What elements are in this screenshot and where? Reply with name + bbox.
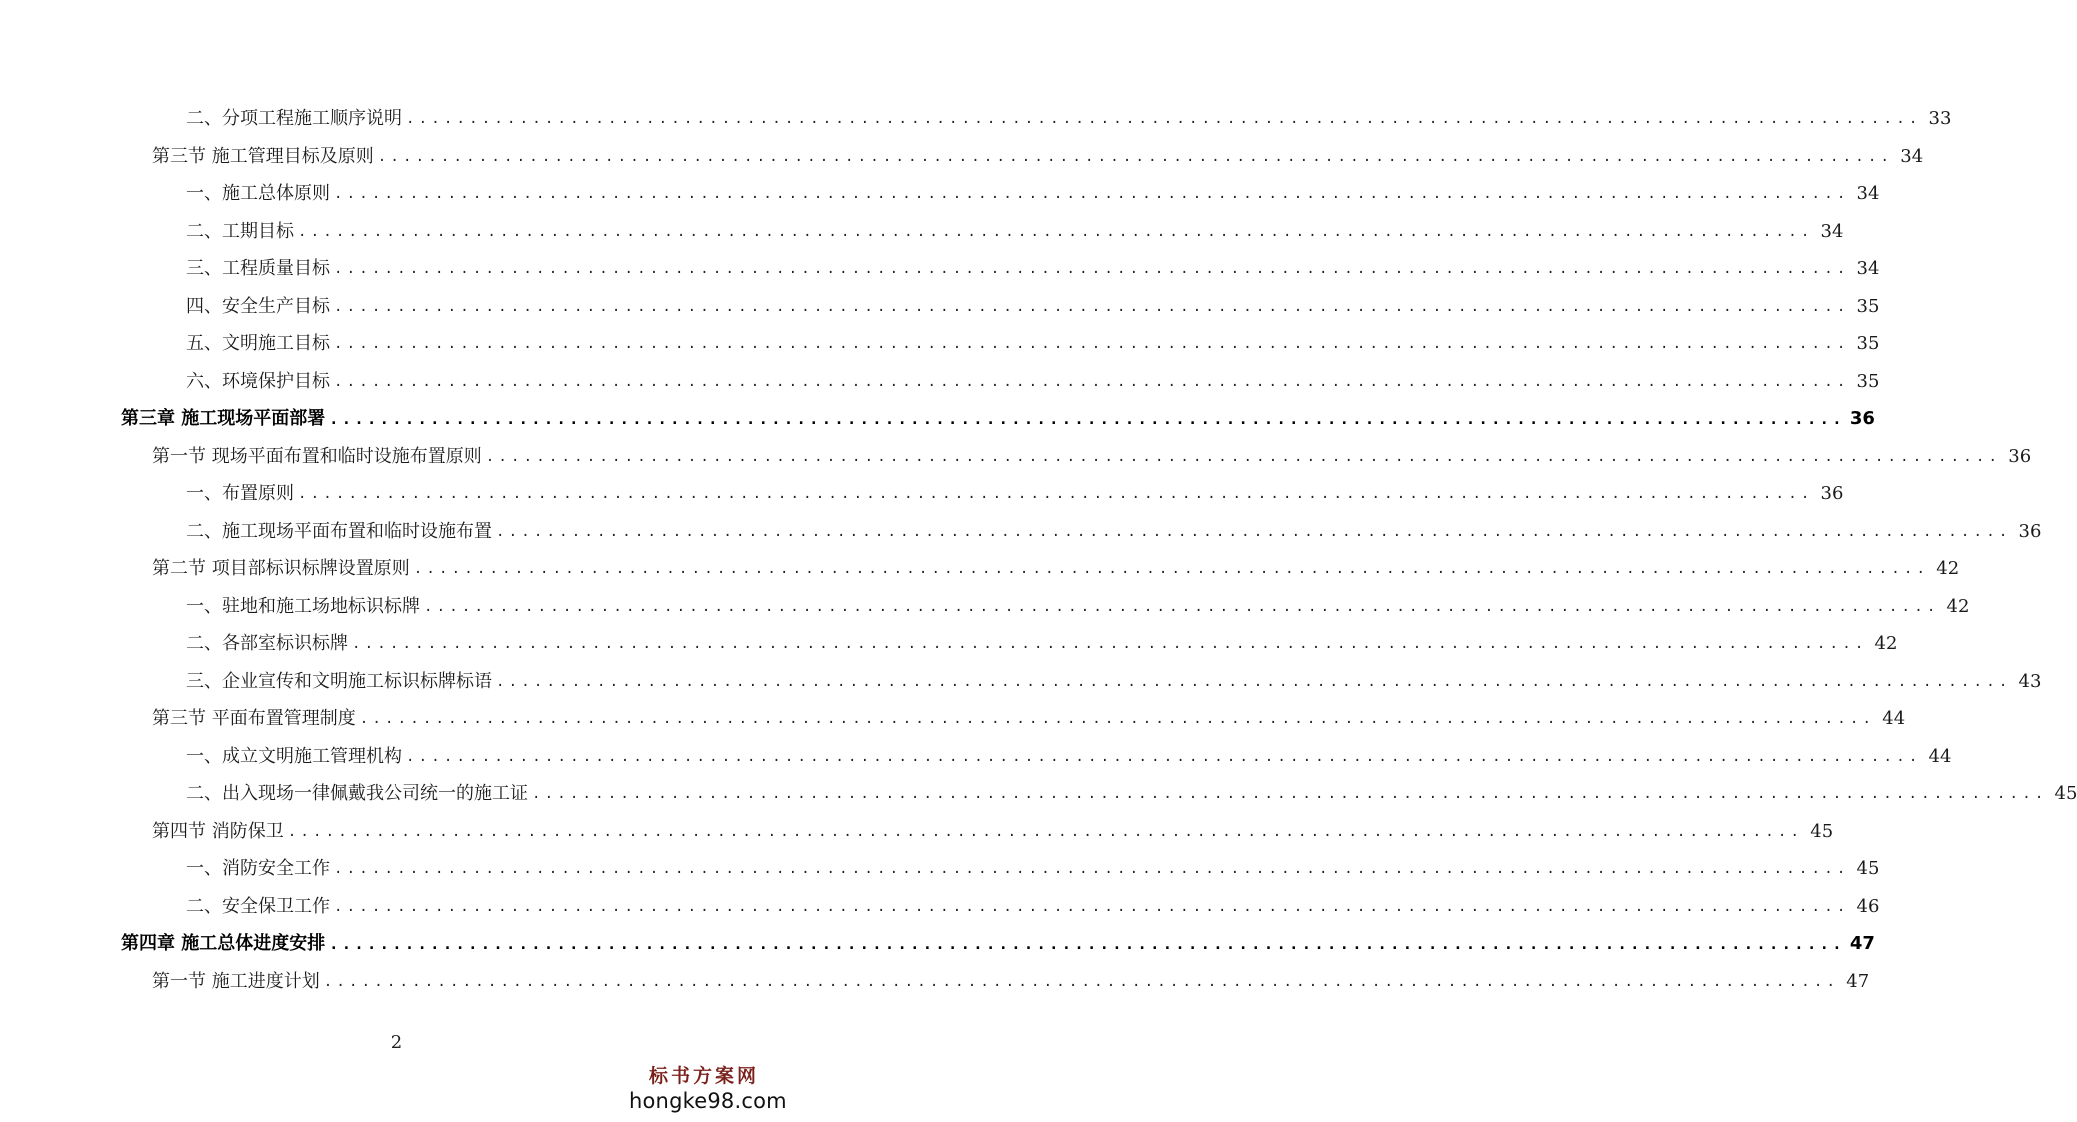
toc-entry-title: 第三节 平面布置管理制度 [152, 708, 356, 729]
toc-dot-leader: ........................................................................................................................ [377, 148, 1894, 165]
toc-entry-page: 46 [1856, 895, 1880, 917]
toc-entry-page: 42 [1874, 633, 1898, 654]
toc-item-row [186, 217, 1844, 247]
toc-section-row [152, 142, 1924, 172]
toc-entry-page: 44 [1882, 708, 1906, 729]
toc-entry-title: 二、安全保卫工作 [186, 895, 330, 917]
toc-dot-leader: ........................................................................................................................ [298, 486, 1814, 502]
toc-entry-page: 45 [2054, 783, 2077, 804]
toc-dot-leader: ........................................................................................................................ [334, 186, 1850, 202]
toc-section-row [152, 967, 1870, 997]
toc-section-row [152, 554, 1960, 584]
toc-entry-title: 第二节 项目部标识标牌设置原则 [152, 558, 410, 579]
toc-dot-leader: ........................................................................................................................ [406, 748, 1922, 765]
toc-entry-title: 第三章 施工现场平面部署 [121, 408, 326, 429]
toc-dot-leader: ........................................................................................................................ [334, 898, 1850, 915]
toc-item-row [186, 592, 1970, 622]
toc-entry-title: 二、分项工程施工顺序说明 [186, 108, 402, 129]
toc-item-row [186, 779, 2077, 809]
watermark-logo [629, 1064, 787, 1114]
toc-entry-title: 二、施工现场平面布置和临时设施布置 [186, 520, 492, 542]
toc-entry-title: 五、文明施工目标 [186, 333, 330, 354]
toc-entry-page: 45 [1810, 820, 1834, 842]
toc-entry-page: 45 [1856, 858, 1880, 879]
toc-chapter-row [121, 404, 1875, 434]
toc-item-row [186, 892, 1880, 922]
toc-item-row [186, 479, 1844, 509]
toc-item-row [186, 854, 1880, 884]
toc-dot-leader: ........................................................................................................................ [329, 935, 1845, 953]
toc-entry-title: 一、驻地和施工场地标识标牌 [186, 595, 420, 617]
toc-dot-leader: ........................................................................................................................ [485, 448, 2002, 465]
toc-entry-title: 第四节 消防保卫 [152, 820, 284, 842]
toc-entry-title: 六、环境保护目标 [186, 370, 330, 392]
toc-dot-leader: ........................................................................................................................ [334, 336, 1850, 352]
toc-dot-leader: ........................................................................................................................ [424, 598, 1940, 615]
toc-dot-leader: ........................................................................................................................ [496, 673, 2012, 690]
toc-chapter-row [121, 929, 1875, 959]
toc-entry-page: 36 [2008, 445, 2032, 467]
toc-dot-leader: ........................................................................................................................ [329, 410, 1845, 428]
toc-entry-title: 第一节 现场平面布置和临时设施布置原则 [152, 445, 482, 467]
toc-item-row [186, 104, 1952, 134]
toc-dot-leader: ........................................................................................................................ [496, 523, 2012, 540]
toc-dot-leader: ........................................................................................................................ [334, 298, 1850, 315]
toc-entry-title: 二、出入现场一律佩戴我公司统一的施工证 [186, 783, 528, 804]
toc-entry-page: 34 [1856, 183, 1880, 204]
toc-dot-leader: ........................................................................................................................ [406, 111, 1922, 127]
toc-entry-title: 第三节 施工管理目标及原则 [152, 145, 374, 167]
toc-item-row [186, 517, 2042, 547]
toc-item-row [186, 629, 1898, 659]
toc-dot-leader: ........................................................................................................................ [334, 261, 1850, 277]
watermark-domain-text: hongke98.com [629, 1089, 787, 1113]
toc-entry-page: 47 [1849, 933, 1875, 954]
toc-item-row [186, 367, 1880, 397]
toc-entry-page: 36 [2018, 520, 2042, 542]
toc-dot-leader: ........................................................................................................................ [298, 223, 1814, 240]
toc-entry-page: 43 [2018, 670, 2042, 692]
toc-entry-page: 35 [1856, 333, 1880, 354]
toc-dot-leader: ........................................................................................................................ [413, 561, 1930, 577]
toc-dot-leader: ........................................................................................................................ [352, 636, 1868, 652]
toc-section-row [152, 817, 1834, 847]
toc-entry-page: 42 [1946, 595, 1970, 617]
toc-entry-page: 47 [1846, 970, 1870, 992]
toc-dot-leader: ........................................................................................................................ [334, 861, 1850, 877]
toc-entry-title: 二、各部室标识标牌 [186, 633, 348, 654]
toc-entry-page: 42 [1936, 558, 1960, 579]
toc-entry-title: 一、成立文明施工管理机构 [186, 745, 402, 767]
toc-entry-page: 34 [1820, 220, 1844, 242]
toc-item-row [186, 329, 1880, 359]
toc-dot-leader: ........................................................................................................................ [287, 823, 1804, 840]
toc-entry-title: 第一节 施工进度计划 [152, 970, 320, 992]
toc-entry-page: 44 [1928, 745, 1952, 767]
toc-item-row [186, 254, 1880, 284]
toc-item-row [186, 742, 1952, 772]
toc-entry-page: 36 [1820, 483, 1844, 504]
toc-dot-leader: ........................................................................................................................ [334, 373, 1850, 390]
toc-entry-title: 一、消防安全工作 [186, 858, 330, 879]
toc-entry-page: 33 [1928, 108, 1952, 129]
toc-dot-leader: ........................................................................................................................ [532, 786, 2048, 802]
toc-entry-page: 35 [1856, 295, 1880, 317]
toc-item-row [186, 179, 1880, 209]
page-number: 2 [390, 1032, 403, 1053]
toc-entry-page: 34 [1900, 145, 1924, 167]
toc-entry-title: 三、工程质量目标 [186, 258, 330, 279]
toc-entry-title: 三、企业宣传和文明施工标识标牌标语 [186, 670, 492, 692]
toc-item-row [186, 667, 2042, 697]
toc-entry-title: 二、工期目标 [186, 220, 294, 242]
toc-item-row [186, 292, 1880, 322]
toc-entry-title: 一、布置原则 [186, 483, 294, 504]
toc-entry-page: 35 [1856, 370, 1880, 392]
watermark-chinese-text: 标书方案网 [648, 1065, 759, 1087]
toc-entry-page: 36 [1849, 408, 1875, 429]
toc-entry-title: 四、安全生产目标 [186, 295, 330, 317]
toc-section-row [152, 704, 1906, 734]
toc-entry-title: 一、施工总体原则 [186, 183, 330, 204]
toc-entry-title: 第四章 施工总体进度安排 [121, 933, 326, 954]
toc-dot-leader: ........................................................................................................................ [323, 973, 1840, 990]
toc-section-row [152, 442, 2032, 472]
toc-dot-leader: ........................................................................................................................ [359, 711, 1876, 727]
toc-entry-page: 34 [1856, 258, 1880, 279]
